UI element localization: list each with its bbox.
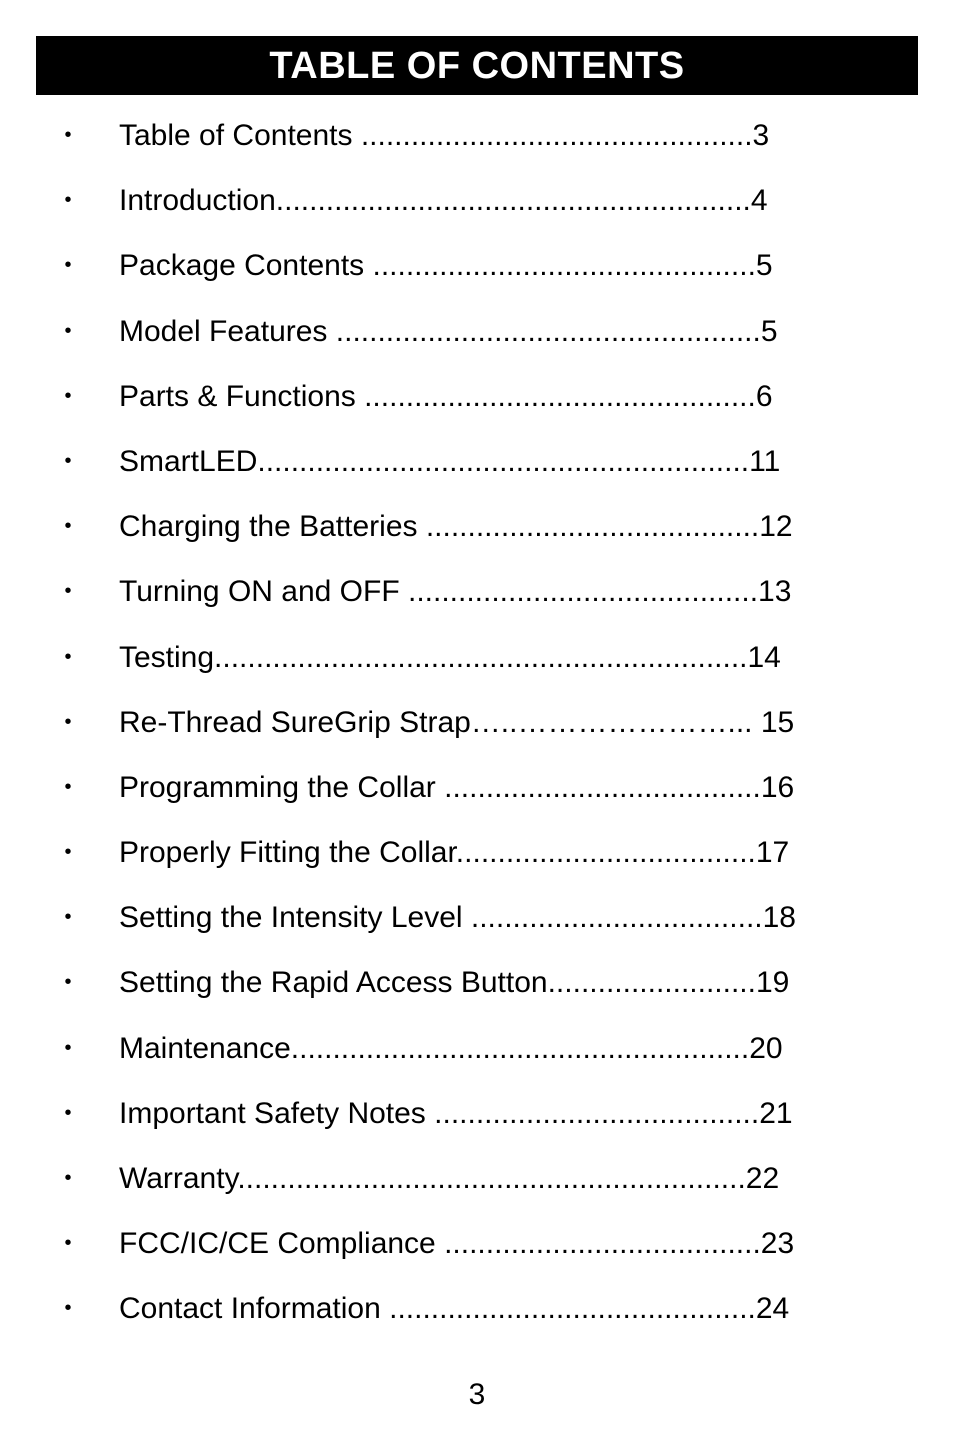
- toc-entry-model-features[interactable]: [0, 299, 954, 364]
- toc-entry-text: Programming the Collar ......................................16: [119, 770, 795, 804]
- page-title: TABLE OF CONTENTS: [36, 36, 918, 95]
- toc-entry-text: Model Features ...................................................5: [119, 314, 778, 348]
- toc-entry-turning-on-off[interactable]: [0, 559, 954, 624]
- toc-entry-text: FCC/IC/CE Compliance ......................................23: [119, 1227, 795, 1261]
- toc-entry-safety-notes[interactable]: [0, 1081, 954, 1146]
- toc-entry-fitting-collar[interactable]: [0, 820, 954, 885]
- bullet-icon: •: [64, 449, 72, 472]
- toc-entry-smartled[interactable]: [0, 429, 954, 494]
- bullet-icon: •: [64, 384, 72, 407]
- bullet-icon: •: [64, 775, 72, 798]
- toc-entry-compliance[interactable]: [0, 1211, 954, 1276]
- toc-entry-rethread-strap[interactable]: [0, 690, 954, 755]
- toc-entry-text: Re-Thread SureGrip Strap…..…………………... 15: [119, 705, 795, 739]
- toc-entry-package-contents[interactable]: [0, 233, 954, 298]
- toc-entry-text: Contact Information ............................................24: [119, 1292, 790, 1326]
- bullet-icon: •: [64, 971, 72, 994]
- bullet-icon: •: [64, 515, 72, 538]
- toc-entry-text: Setting the Rapid Access Button.........................19: [119, 966, 790, 1000]
- bullet-icon: •: [64, 645, 72, 668]
- bullet-icon: •: [64, 189, 72, 212]
- bullet-icon: •: [64, 1297, 72, 1320]
- toc-entry-text: Properly Fitting the Collar....................................17: [119, 836, 790, 870]
- bullet-icon: •: [64, 580, 72, 603]
- bullet-icon: •: [64, 841, 72, 864]
- toc-entry-table-of-contents[interactable]: [0, 103, 954, 168]
- toc-entry-text: Turning ON and OFF ..........................................13: [119, 575, 792, 609]
- toc-entry-text: Introduction.........................................................4: [119, 184, 768, 218]
- bullet-icon: •: [64, 319, 72, 342]
- toc-entry-charging-batteries[interactable]: [0, 494, 954, 559]
- bullet-icon: •: [64, 1167, 72, 1189]
- bullet-icon: •: [64, 906, 72, 929]
- toc-entry-text: Charging the Batteries ........................................12: [119, 510, 793, 544]
- toc-entry-programming-collar[interactable]: [0, 755, 954, 820]
- toc-entry-warranty[interactable]: [0, 1146, 954, 1211]
- toc-entry-text: Parts & Functions ...............................................6: [119, 379, 773, 413]
- toc-entry-text: Setting the Intensity Level ...................................18: [119, 901, 796, 935]
- toc-entry-text: Package Contents ..............................................5: [119, 249, 773, 283]
- page-number: 3: [468, 1378, 486, 1411]
- toc-entry-testing[interactable]: [0, 625, 954, 690]
- toc-entry-intensity-level[interactable]: [0, 885, 954, 950]
- toc-entry-rapid-access-button[interactable]: [0, 950, 954, 1015]
- bullet-icon: •: [64, 1232, 72, 1255]
- toc-entry-text: Testing................................................................14: [119, 640, 781, 674]
- toc-entry-text: Important Safety Notes .......................................21: [119, 1096, 793, 1130]
- toc-entry-text: SmartLED...........................................................11: [119, 444, 781, 478]
- toc-entry-parts-functions[interactable]: [0, 364, 954, 429]
- table-of-contents-list: [0, 103, 954, 1342]
- toc-entry-text: Warranty.............................................................22: [119, 1162, 780, 1195]
- toc-entry-text: Maintenance.......................................................20: [119, 1031, 783, 1065]
- toc-entry-maintenance[interactable]: [0, 1016, 954, 1081]
- bullet-icon: •: [64, 254, 72, 277]
- bullet-icon: •: [64, 124, 72, 146]
- bullet-icon: •: [64, 710, 72, 733]
- toc-entry-text: Table of Contents ...............................................3: [119, 119, 770, 152]
- toc-entry-introduction[interactable]: [0, 168, 954, 233]
- toc-entry-contact-information[interactable]: [0, 1276, 954, 1341]
- bullet-icon: •: [64, 1036, 72, 1059]
- bullet-icon: •: [64, 1101, 72, 1124]
